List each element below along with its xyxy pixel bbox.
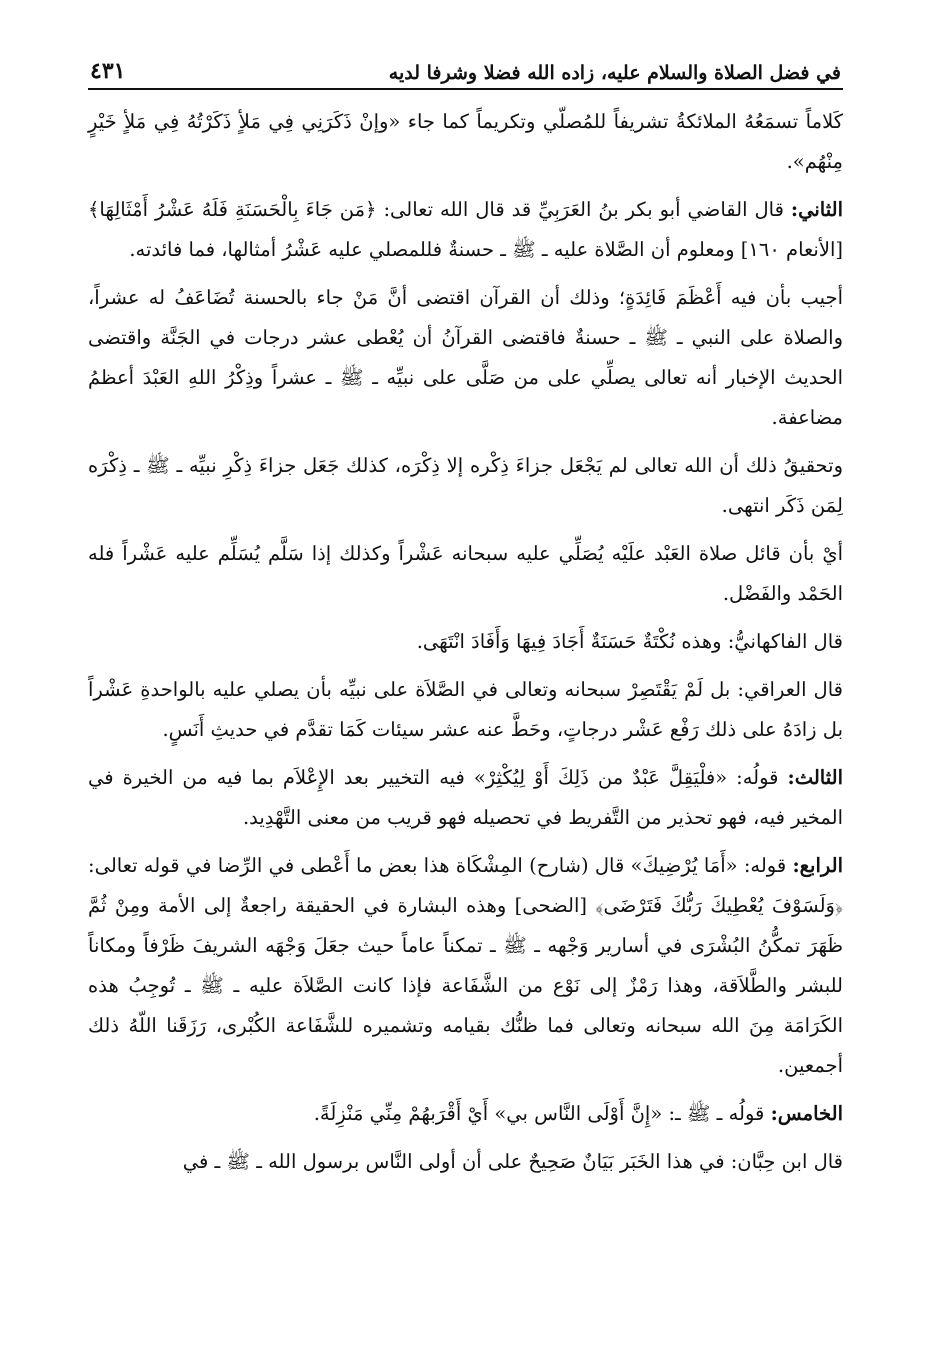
paragraph-text: قال الفاكهانيُّ: وهذه نُكْتَةٌ حَسَنَةٌ أَجَادَ فِيهَا وَأَفَادَ انْتَهَى. [416,630,843,653]
paragraph-text: قال ابن حِبَّان: في هذا الخَبَر بَيَانٌ صَحِيحٌ على أن أولى النَّاس برسول الله ـ ﷺ ـ في [182,1150,843,1173]
paragraph-lead: الرابع: [792,854,844,877]
paragraph-text: أجيب بأن فيه أَعْظَمَ فَائِدَةٍ؛ وذلك أن القرآن اقتضى أنَّ مَنْ جاء بالحسنة تُضَاعَفُ له عشراً، والصلاة على النبي ـ ﷺ ـ حسنةٌ فاقتضى القرآنُ أن يُعْطى عشر درجات في الجَنَّة واقتضى الحديث الإخبار أنه تعالى يصلِّي على من صَلَّى على نبيِّه ـ ﷺ ـ عشراً وذِكْرُ اللهِ العَبْدَ أعظمُ مضاعفة. [88,286,843,429]
paragraph [88,670,843,750]
page-body [88,90,843,1182]
page-number: ٤٣١ [90,58,126,84]
paragraph [88,1094,843,1134]
paragraph [88,758,843,838]
paragraph-text: كَلاماً تسمَعُهُ الملائكةُ تشريفاً للمُصلّي وتكريماً كما جاء «وإنْ ذَكَرَنِي فِي مَلأٍ ذَكَرْتُهُ فِي مَلأٍ خَيْرٍ مِنْهُم». [88,110,843,173]
paragraph [88,534,843,614]
paragraph [88,446,843,526]
paragraph-text: قال القاضي أبو بكر بنُ العَرَبِيِّ قد قال الله تعالى: ﴿مَن جَاءَ بِالْحَسَنَةِ فَلَهُ عَشْرُ أَمْثَالِهَا﴾ [الأنعام ١٦٠] ومعلوم أن الصَّلاة عليه ـ ﷺ ـ حسنةٌ فللمصلي عليه عَشْرُ أمثالها، فما فائدته. [88,198,843,261]
paragraph [88,622,843,662]
paragraph-text: قولُه ـ ﷺ ـ: «إِنَّ أَوْلَى النَّاس بي» أَيْ أَقْرَبهُمْ مِنِّي مَنْزِلَةً. [313,1102,765,1125]
paragraph [88,846,843,1086]
paragraph [88,278,843,438]
paragraph-text: أيْ بأن قائل صلاة العَبْد علَيْه يُصَلِّي عليه سبحانه عَشْراً وكذلك إذا سَلَّم يُسَلِّم عليه عَشْراً فله الحَمْد والفَضْل. [88,542,843,605]
paragraph [88,102,843,182]
running-header [88,42,843,90]
paragraph [88,1142,843,1182]
paragraph-lead: الثالث: [787,766,843,789]
paragraph-text: وتحقيقُ ذلك أن الله تعالى لم يَجْعَل جزاءَ ذِكْره إلا ذِكْرَه، كذلك جَعَل جزاءَ ذِكْرِ نبيِّه ـ ﷺ ـ ذِكْرَه لِمَن ذَكَر انتهى. [88,454,843,517]
paragraph [88,190,843,270]
paragraph-text: قوله: «أَمَا يُرْضِيكَ» قال (شارح) المِشْكَاة هذا بعض ما أَعْطى في الرِّضا في قوله تعالى: ﴿وَلَسَوْفَ يُعْطِيكَ رَبُّكَ فَتَرْضَى﴾ [الضحى] وهذه البشارة في الحقيقة راجعةٌ إلى الأمة ومِنْ ثُمَّ ظَهَرَ تمكُّنُ البُشْرَى في أسارير وَجْهه ـ ﷺ ـ تمكناً عاماً حيث جعَلَ وَجْهَه الشريفَ ظَرْفاً ومكاناً للبشر والطَّلاَقة، وهذا رَمْزٌ إلى نَوْع من الشَّفَاعة فإذا كانت الصَّلاَة عليه ـ ﷺ ـ تُوجِبُ هذه الكَرَامَة مِنَ الله سبحانه وتعالى فما ظنُّك بقيامه وتشميره للشَّفَاعة الكُبْرى، رَزَقَنا اللّهُ ذلك أجمعين. [88,854,843,1077]
book-page [88,42,843,1352]
running-header-title: في فضل الصلاة والسلام عليه، زاده الله فضلا وشرفا لديه [388,62,841,84]
paragraph-text: قولُه: «فلْيَقِلَّ عَبْدٌ من ذَلِكَ أَوْ لِيُكْثِرْ» فيه التخيير بعد الإِعْلاَم بما فيه من الخيرة في المخير فيه، فهو تحذير من التَّفريط في تحصيله فهو قريب من معنى التَّهْدِيد. [88,766,843,829]
paragraph-lead: الخامس: [770,1102,843,1125]
paragraph-text: قال العراقي: بل لَمْ يَقْتَصِرْ سبحانه وتعالى في الصَّلاَة على نبيِّه بأن يصلي عليه بالواحدةِ عَشْراً بل زادَهُ على ذلك رَفْع عَشْر درجاتٍ، وحَطَّ عنه عشر سيئات كَمَا تقدَّم في حديثِ أَنَسٍ. [88,678,843,741]
paragraph-lead: الثاني: [790,198,843,221]
